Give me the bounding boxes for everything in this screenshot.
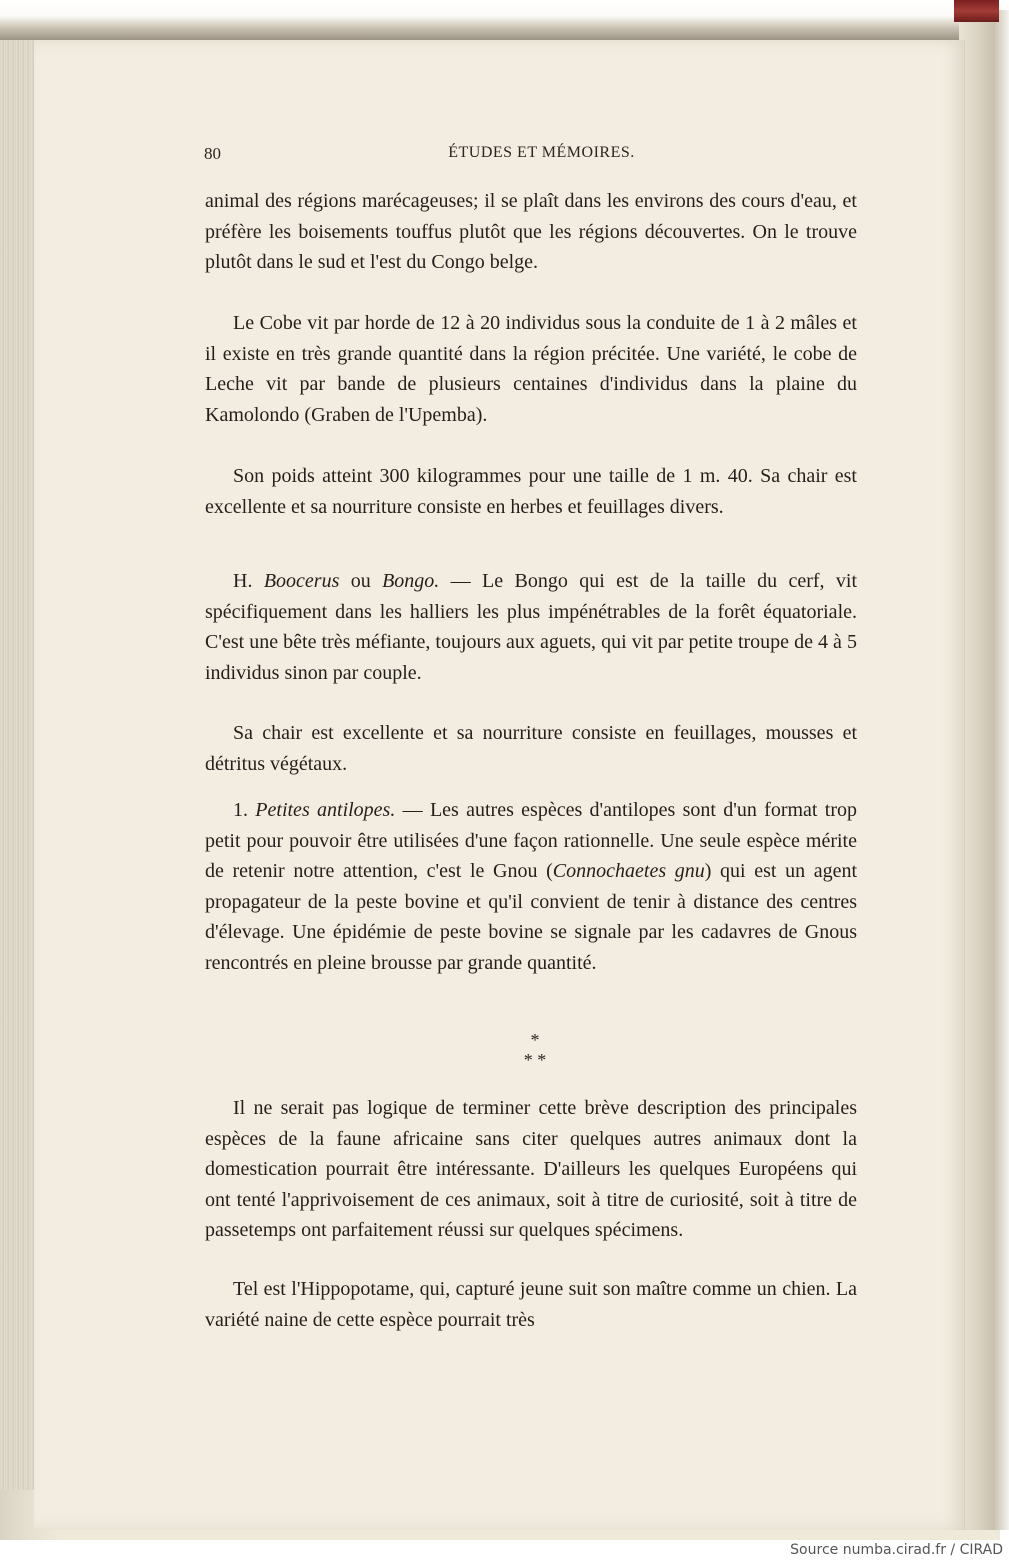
paragraph-bongo [205,566,857,688]
source-credit: Source numba.cirad.fr / CIRAD [790,1542,1003,1558]
section-title: Petites antilopes. [255,799,396,821]
antilopes-text-2: ) qui est un agent propagateur de la peste bovine et qu'il convient de tenir à distance des centres d'élevage. Une épidémie de peste bovine se signale par les cadavres de Gnous rencontrés en pleine brousse par grande quantité. [205,860,858,974]
page-edges-right [959,10,1009,1530]
asterism-bottom: * * [523,1050,547,1070]
page-number: 80 [204,144,221,163]
paragraph-3: Son poids atteint 300 kilogrammes pour une taille de 1 m. 40. Sa chair est excellente et sa nourriture consiste en herbes et feuillages divers. [205,465,857,518]
antilopes-text-1: — Les autres espèces d'antilopes sont d'un format trop petit pour pouvoir être utilisées d'une façon rationnelle. Une seule espèce mérite de retenir notre attention, c'est le Gnou ( [205,799,857,882]
book-spine-edge [954,0,999,22]
paragraph-7: Il ne serait pas logique de terminer cette brève description des principales espèces de la faune africaine sans citer quelques autres animaux dont la domestication pourrait être intéressante. D'ailleurs les quelques Européens qui ont tenté l'apprivoisement de ces animaux, soit à titre de curiosité, soit à titre de passetemps ont parfaitement réussi sur quelques spécimens. [205,1097,857,1241]
species-name-bongo: Bongo. [382,570,440,592]
asterism-top: * [530,1030,540,1050]
paragraph-8: Tel est l'Hippopotame, qui, capturé jeune suit son maître comme un chien. La variété naine de cette espèce pourrait très [205,1278,857,1331]
species-name-boocerus: Boocerus [263,570,340,592]
paragraph-5: Sa chair est excellente et sa nourriture consiste en feuillages, mousses et détritus végétaux. [205,722,857,775]
section-letter: H. [233,570,264,592]
running-head: ÉTUDES ET MÉMOIRES. [448,144,635,161]
book-top-edge [0,0,1009,40]
paragraph-petites-antilopes [205,795,857,978]
page-header [204,144,859,174]
paragraph-2: Le Cobe vit par horde de 12 à 20 individus sous la conduite de 1 à 2 mâles et il existe en très grande quantité dans la région précitée. Une variété, le cobe de Leche vit par bande de plusieurs centaines d'individus dans la plaine du Kamolondo (Graben de l'Upemba). [205,312,857,426]
connector-text: ou [339,570,383,592]
section-number: 1. [233,799,256,821]
latin-name-gnu: Connochaetes gnu [552,860,705,882]
paragraph-1: animal des régions marécageuses; il se plaît dans les environs des cours d'eau, et préfère les boisements touffus plutôt que les régions découvertes. On le trouve plutôt dans le sud et l'est du Congo belge. [205,190,857,273]
asterism-divider [500,1030,570,1070]
bongo-description: — Le Bongo qui est de la taille du cerf, vit spécifiquement dans les halliers les plus impénétrables de la forêt équatoriale. C'est une bête très méfiante, toujours aux aguets, qui vit par petite troupe de 4 à 5 individus sinon par couple. [205,570,858,684]
